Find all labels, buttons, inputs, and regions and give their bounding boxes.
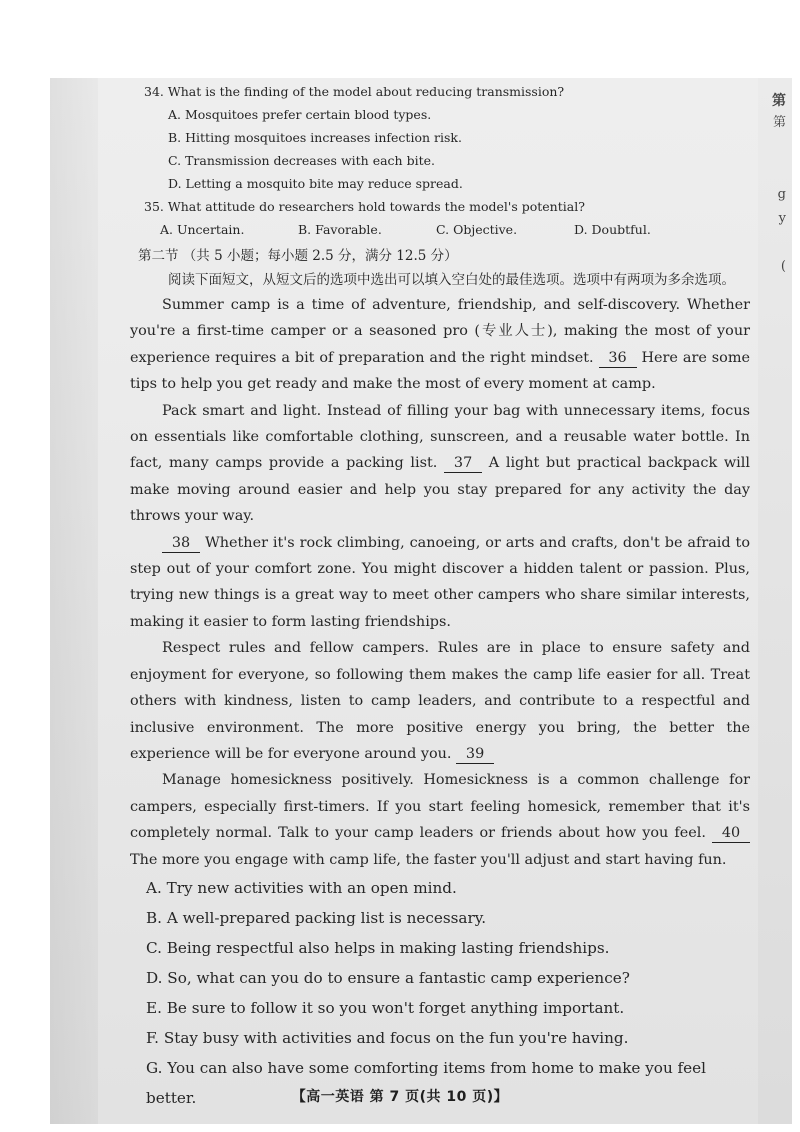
answer-blank-40[interactable]: 40: [712, 824, 750, 843]
answer-blank-37[interactable]: 37: [444, 454, 482, 473]
page-footer: 【高一英语 第 7 页(共 10 页)】: [291, 1089, 509, 1105]
passage-paragraph: [130, 398, 750, 530]
question-34-option: B. Hitting mosquitoes increases infection risk.: [168, 130, 462, 145]
passage-paragraph: [130, 292, 750, 398]
answer-blank-36[interactable]: 36: [599, 349, 637, 368]
choice-item: B. A well-prepared packing list is necessary.: [146, 908, 487, 927]
question-34-option: C. Transmission decreases with each bite.: [168, 153, 435, 168]
edge-char: 第: [772, 93, 786, 109]
question-35-options: [160, 218, 758, 242]
reading-passage: [130, 292, 750, 873]
passage-paragraph: [130, 635, 750, 767]
passage-text: Here are some tips to help you get ready and make the most of every moment at camp.: [130, 349, 751, 393]
question-34-option: A. Mosquitoes prefer certain blood types.: [168, 107, 432, 122]
passage-text: Whether it's rock climbing, canoeing, or arts and crafts, don't be afraid to step out of your comfort zone. You might discover a hidden talent or passion. Plus, trying new things is a great way to meet other campers who share similar interests, making it easier to form lasting friendships.: [130, 534, 750, 630]
page-content: [108, 80, 758, 1113]
passage-text: A light but practical backpack will make moving around easier and help you stay prepared for any activity the day throws your way.: [130, 455, 750, 525]
answer-blank-38[interactable]: 38: [162, 534, 200, 553]
edge-char: 第: [772, 115, 786, 130]
edge-char: g: [777, 187, 786, 202]
choice-item: E. Be sure to follow it so you won't forget anything important.: [146, 998, 625, 1017]
passage-text: The more you engage with camp life, the faster you'll adjust and start having fun.: [130, 851, 727, 868]
passage-text: Manage homesickness positively. Homesickness is a common challenge for campers, especially first-timers. If you start feeling homesick, remember that it's completely normal. Talk to your camp leaders or friends about how you feel.: [130, 772, 750, 842]
choice-item: F. Stay busy with activities and focus on the fun you're having.: [146, 1028, 629, 1047]
answer-choices: [146, 873, 758, 1113]
answer-blank-39[interactable]: 39: [456, 745, 494, 764]
passage-paragraph: [130, 767, 750, 873]
question-34-stem: 34. What is the finding of the model about reducing transmission?: [144, 84, 565, 99]
choice-item: D. So, what can you do to ensure a fantastic camp experience?: [146, 968, 630, 987]
question-35-stem: 35. What attitude do researchers hold towards the model's potential?: [144, 199, 585, 214]
passage-text: Summer camp is a time of adventure, friendship, and self-discovery. Whether you're a first-time camper or a seasoned pro (专业人士), making the most of your experience requires a bit of preparation and the right mindset.: [130, 297, 750, 366]
choice-item: C. Being respectful also helps in making lasting friendships.: [146, 938, 610, 957]
passage-text: Respect rules and fellow campers. Rules are in place to ensure safety and enjoyment for everyone, so following them makes the camp life easier for all. Treat others with kindness, listen to camp leaders, and contribute to a respectful and inclusive environment. The more positive energy you bring, the better the experience will be for everyone around you.: [130, 640, 750, 762]
section-heading: 第二节 （共 5 小题；每小题 2.5 分，满分 12.5 分）: [138, 248, 458, 264]
choice-item: A. Try new activities with an open mind.: [146, 878, 457, 897]
section-instruction: 阅读下面短文，从短文后的选项中选出可以填入空白处的最佳选项。选项中有两项为多余选项。: [168, 272, 735, 288]
question-35-option: A. Uncertain.: [160, 222, 245, 237]
edge-char: (: [780, 259, 786, 274]
passage-text: Pack smart and light. Instead of filling your bag with unnecessary items, focus on essentials like comfortable clothing, sunscreen, and a reusable water bottle. In fact, many camps provide a packing list.: [130, 402, 750, 472]
passage-paragraph: [130, 530, 750, 636]
choice-item: G. You can also have some comforting items from home to make you feel better.: [146, 1058, 707, 1107]
question-35-option: D. Doubtful.: [574, 222, 651, 237]
question-34-option: D. Letting a mosquito bite may reduce spread.: [168, 176, 463, 191]
edge-char: y: [778, 211, 786, 226]
question-35-option: B. Favorable.: [298, 222, 382, 237]
question-35-option: C. Objective.: [436, 222, 518, 237]
